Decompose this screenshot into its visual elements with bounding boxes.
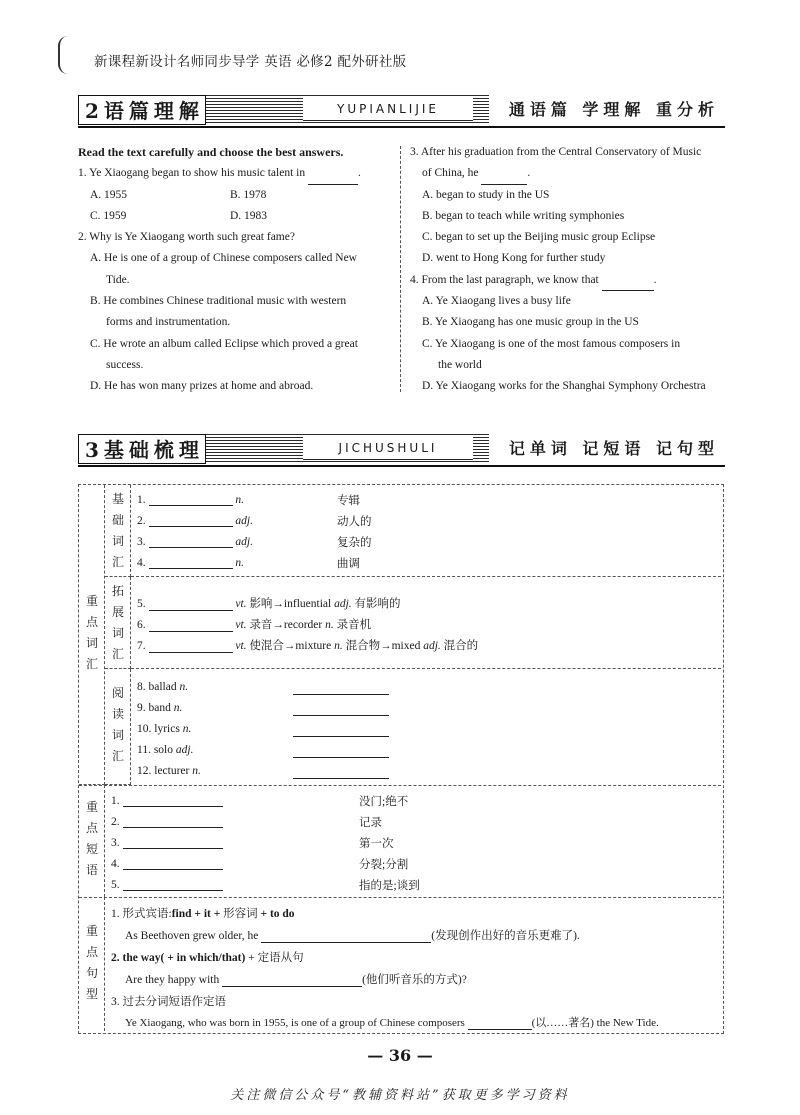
section3-banner: [78, 434, 725, 466]
section2-title: 2语篇理解: [78, 95, 206, 125]
phrase-item: 3.: [111, 835, 223, 849]
reading-item: 8. ballad n.: [137, 681, 189, 693]
phrase-item: 1.: [111, 793, 223, 807]
running-header: 新课程新设计名师同步导学 英语 必修2 配外研社版: [94, 54, 407, 70]
sentence-pattern-1: 1. 形式宾语:find + it + 形容词 + to do: [111, 908, 295, 920]
question-2: 2. Why is Ye Xiaogang worth such great fame?: [78, 231, 295, 244]
answer-blank[interactable]: [293, 702, 389, 716]
reading-left-column: Read the text carefully and choose the best answers. 1. Ye Xiaogang began to show his music talent in . A. 1955 B. 1978 C. 1959 D. 1983 2. Why is Ye Xiaogang worth such great fame? A. He is one of a group of Chinese composers called New Tide. B. He combines Chinese traditional music with western forms and instrumentation. C. He wrote an album called Eclipse which proved a great success. D. He has won many prizes at home and abroad.: [78, 142, 394, 398]
basic-item: 4. n.: [137, 557, 244, 569]
reading-right-column: 3. After his graduation from the Central Conservatory of Music of China, he . A. began to study in the US B. began to teach while writing symphonies C. began to set up the Beijing music group Eclipse D. went to Hong Kong for further study 4. From the last paragraph, we know that . A. Ye Xiaogang lives a busy life B. Ye Xiaogang has one music group in the US C. Ye Xiaogang is one of the most famous composers in the world D. Ye Xiaogang works for the Shanghai Symphony Orchestra: [410, 142, 730, 398]
header-bracket: [58, 36, 72, 74]
q1-option-a[interactable]: A. 1955: [90, 188, 128, 201]
reading-item: 12. lecturer n.: [137, 765, 201, 777]
column-divider: [400, 146, 401, 392]
phrase-group-label: 重点短语: [85, 800, 98, 877]
reading-item: 11. solo adj.: [137, 744, 194, 756]
sentence-example-2: Are they happy with (他们听音乐的方式)?: [125, 974, 467, 986]
sentence-group-label: 重点句型: [85, 924, 98, 1001]
section3-title: 3基础梳理: [78, 434, 206, 464]
extended-item: 6. vt. 录音→recorder n. 录音机: [137, 619, 372, 631]
q3-option-b[interactable]: B. began to teach while writing symphonies: [422, 209, 625, 222]
q1-option-b[interactable]: B. 1978: [230, 188, 267, 201]
q1-option-c[interactable]: C. 1959: [90, 209, 127, 222]
answer-blank[interactable]: [481, 171, 527, 185]
q2-option-b[interactable]: B. He combines Chinese traditional music with western: [90, 295, 347, 308]
section2-subtitle: 通语篇 学理解 重分析: [489, 95, 725, 125]
section3-tag: JICHUSHULI: [303, 437, 473, 460]
answer-blank[interactable]: [293, 681, 389, 695]
footer-note: 关注微信公众号“教辅资料站”获取更多学习资料: [230, 1088, 570, 1103]
section3-subtitle: 记单词 记短语 记句型: [489, 434, 725, 464]
q2-option-d[interactable]: D. He has won many prizes at home and abroad.: [90, 380, 314, 393]
instruction: Read the text carefully and choose the best answers.: [78, 145, 344, 159]
section2-tag: YUPIANLIJIE: [303, 98, 473, 121]
question-4: 4. From the last paragraph, we know that .: [410, 270, 730, 291]
sentence-example-1: As Beethoven grew older, he (发现创作出好的音乐更难了).: [125, 930, 580, 942]
q3-option-a[interactable]: A. began to study in the US: [422, 188, 550, 201]
q4-option-d[interactable]: D. Ye Xiaogang works for the Shanghai Symphony Orchestra: [422, 380, 706, 393]
answer-blank[interactable]: [293, 765, 389, 779]
reading-item: 9. band n.: [137, 702, 183, 714]
phrase-item: 5.: [111, 877, 223, 891]
answer-blank[interactable]: [261, 929, 431, 943]
answer-blank[interactable]: [468, 1016, 532, 1030]
question-1: 1. Ye Xiaogang began to show his music talent in .: [78, 163, 394, 184]
basic-item: 2. adj.: [137, 515, 253, 527]
sentence-pattern-3: 3. 过去分词短语作定语: [111, 996, 226, 1008]
question-3: 3. After his graduation from the Central Conservatory of Music: [410, 146, 702, 158]
answer-blank[interactable]: [293, 723, 389, 737]
q4-option-b[interactable]: B. Ye Xiaogang has one music group in the US: [422, 316, 639, 329]
q4-option-c[interactable]: C. Ye Xiaogang is one of the most famous composers in: [422, 337, 681, 350]
answer-blank[interactable]: [602, 277, 654, 291]
extended-item: 7. vt. 使混合→mixture n. 混合物→mixed adj. 混合的: [137, 640, 479, 652]
basic-vocab-label: 基础词汇: [111, 492, 124, 569]
basic-item: 3. adj.: [137, 536, 253, 548]
answer-blank[interactable]: [222, 973, 362, 987]
phrase-item: 2.: [111, 814, 223, 828]
q2-option-a[interactable]: A. He is one of a group of Chinese composers called New: [90, 252, 357, 265]
extended-vocab-label: 拓展词汇: [111, 584, 124, 661]
vocab-table: 重点词汇 基础词汇 1. n. 专辑 2. adj. 动人的 3. adj. 复杂的 4. n. 曲调 拓展词汇 5. vt. 影响→influential adj. 有影响的 6. vt. 录音→recorder n. 录音机 7. vt. 使混合→mixture n. 混合物→mixed adj. 混合的 阅读词汇 8. ballad n. 9. band n. 10. lyrics n. 11. solo adj. 12. lecturer n. 重点短语 1. 没门;绝不 2. 记录 3. 第一次 4. 分裂;分割 5. 指的是;谈到 重点句型 1. 形式宾语:find + it + 形容词 + to do As Beethoven grew older, he (发现创作出好的音乐更难了). 2. the way( + in which/that) + 定语从句 Are they happy with (他们听音乐的方式)? 3. 过去分词短语作定语 Ye Xiaogang, who was born in 1955, is one of a group of Chinese composers (以……著名) the New Tide.: [78, 484, 724, 1034]
section2-banner: [78, 95, 725, 127]
vocab-group-label: 重点词汇: [85, 594, 98, 671]
sentence-example-3: Ye Xiaogang, who was born in 1955, is one of a group of Chinese composers (以……著名) the New Tide.: [125, 1017, 659, 1029]
sentence-pattern-2: 2. the way( + in which/that) + 定语从句: [111, 952, 304, 964]
page-number: — 36 —: [367, 1046, 433, 1065]
reading-vocab-label: 阅读词汇: [111, 686, 124, 763]
basic-item: 1. n.: [137, 494, 244, 506]
q3-option-c[interactable]: C. began to set up the Beijing music group Eclipse: [422, 231, 656, 244]
q1-option-d[interactable]: D. 1983: [230, 209, 268, 222]
q3-option-d[interactable]: D. went to Hong Kong for further study: [422, 252, 606, 265]
extended-item: 5. vt. 影响→influential adj. 有影响的: [137, 598, 401, 610]
answer-blank[interactable]: [308, 171, 358, 185]
answer-blank[interactable]: [293, 744, 389, 758]
q2-option-c[interactable]: C. He wrote an album called Eclipse which proved a great: [90, 337, 358, 350]
phrase-item: 4.: [111, 856, 223, 870]
q4-option-a[interactable]: A. Ye Xiaogang lives a busy life: [422, 295, 571, 308]
reading-item: 10. lyrics n.: [137, 723, 192, 735]
